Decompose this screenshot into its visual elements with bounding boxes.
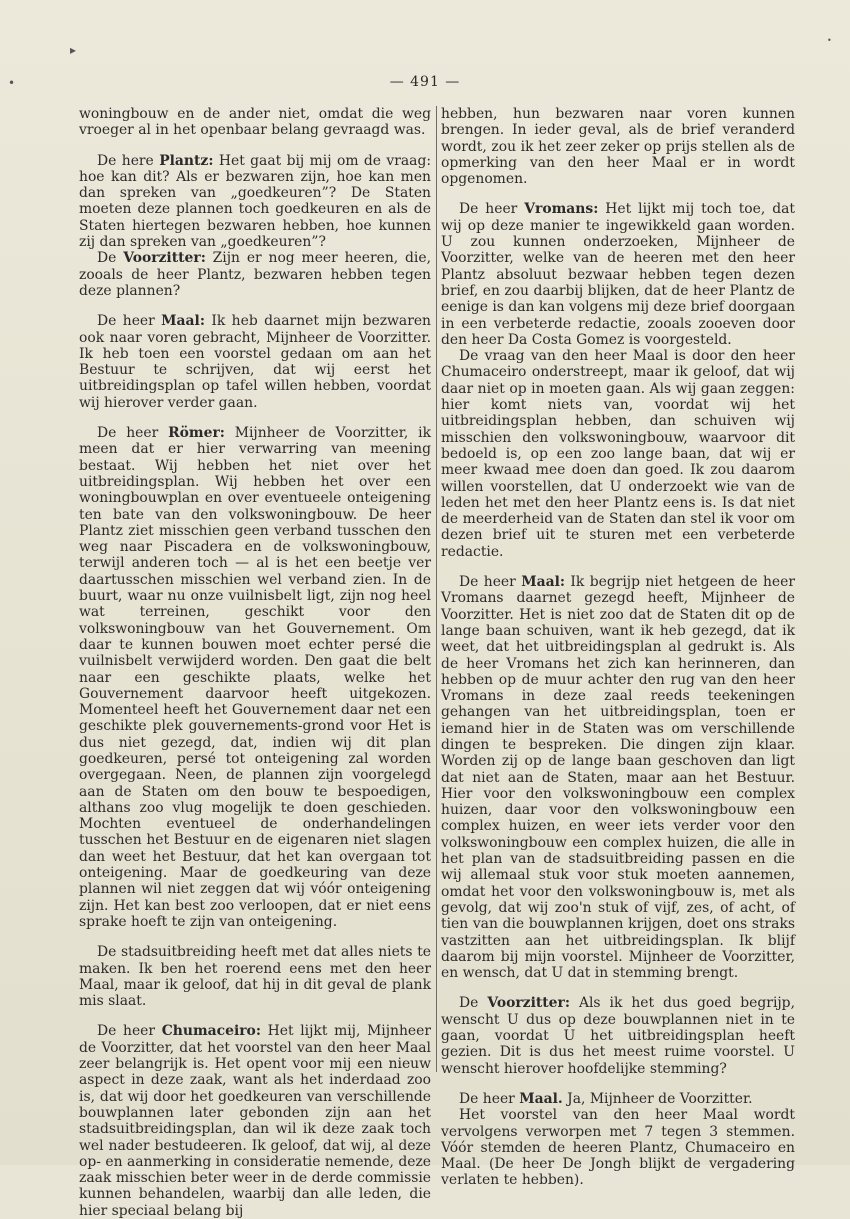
paragraph-text: Ik begrijp niet hetgeen de heer Vromans daarnet gezegd heeft, Mijnheer de Voorzitter. Het is niet zoo dat de Staten dit op de lange baan schuiven, want ik heb gezegd, dat ik weet, dat het uitbreidingsplan al gedrukt is. Als de heer Vromans het zich kan herinneren, dan hebben op de muur achter den rug van den heer Vromans in deze zaal reeds teekeningen gehangen van het uitbreidingsplan, toen er iemand hier in de Staten was om verschillende dingen te bespreken. Die dingen zijn klaar. Worden zij op de lange baan geschoven dan ligt dat niet aan de Staten, maar aan het Bestuur. Hier voor den volkswoningbouw een complex huizen, daar voor den volkswoningbouw een complex huizen, en weer iets verder voor den volkswoningbouw een complex huizen, die alle in het plan van de stadsuitbreiding passen en die wij allemaal stuk voor stuk moeten aannemen, omdat het voor den volkswoningbouw is, met als gevolg, dat wij zoo'n stuk of vijf, zes, of acht, of tien van die bouwplannen krijgen, doet ons straks vastzitten aan het uitbreidingsplan. Ik blijf daarom bij mijn voorstel. Mijnheer de Voorzitter, en wensch, dat U dat in stemming brengt. xyxy=(441,574,795,982)
speaker-prefix: De here xyxy=(97,152,160,169)
paragraph-text: De vraag van den heer Maal is door den heer Chumaceiro onderstreept, maar ik geloof, dat wij daar niet op in moeten gaan. Als wij gaan zeggen: hier komt niets van, voordat wij het uitbreidingsplan hebben, dan schuiven wij misschien den volkswoningbouw, waarvoor dit bedoeld is, op een zoo lange baan, dat wij er meer kwaad mee doen dan goed. Ik zou daarom willen voorstellen, dat U onderzoekt wie van de leden het met den heer Plantz eens is. Is dat niet de meerderheid van de Staten dan stel ik voor om dezen brief uit te sturen met een verbeterde redactie. xyxy=(441,348,795,560)
paragraph xyxy=(79,1023,431,1219)
paragraph xyxy=(441,348,795,560)
paragraph xyxy=(79,153,431,251)
paragraph-text: De stadsuitbreiding heeft met dat alles niets te maken. Ik ben het roerend eens met den heer Maal, maar ik geloof, dat hij in dit geval de plank mis slaat. xyxy=(79,944,431,1010)
paragraph xyxy=(441,995,795,1076)
speaker-name: Römer: xyxy=(168,425,225,442)
paragraph-text: hebben, hun bezwaren naar voren kunnen brengen. In ieder geval, als de brief veranderd wordt, zou ik het zeer zeker op prijs stellen als de opmerking van den heer Maal er in wordt opgenomen. xyxy=(441,106,795,188)
speaker-name: Vromans: xyxy=(524,201,599,218)
speaker-prefix: De heer xyxy=(97,313,162,330)
speaker-prefix: De xyxy=(459,995,488,1012)
speaker-name: Maal: xyxy=(161,313,205,330)
paragraph-text: Ja, Mijnheer de Voorzitter. xyxy=(567,1090,753,1107)
speaker-prefix: De heer xyxy=(459,574,522,591)
paragraph xyxy=(441,1107,795,1188)
paragraph-text: Mijnheer de Voorzitter, ik meen dat er hier verwarring van meening bestaat. Wij hebben het niet over het uitbreidingsplan. Wij hebben het over een woningbouwplan en over eventueele onteigening ten bate van den volkswoningbouw. De heer Plantz ziet misschien geen verband tusschen den weg naar Piscadera en de volkswoningbouw, terwijl anderen toch — al is het een beetje ver daartusschen misschien wel verband zien. In de buurt, waar nu onze vuilnisbelt ligt, zijn nog heel wat terreinen, geschikt voor den volkswoningbouw van het Gouvernement. Om daar te kunnen bouwen moet echter persé die vuilnisbelt verwijderd worden. Den gaat die belt naar een geschikte plaats, welke het Gouvernement daarvoor heeft uitgekozen. Momenteel heeft het Gouvernement daar net een geschikte plek gouvernements-grond voor Het is dus niet gezegd, dat, indien wij dit plan goedkeuren, persé tot onteigening zal worden overgegaan. Neen, de plannen zijn voorgelegd aan de Staten om den bouw te bespoedigen, althans zoo vlug mogelijk te doen geschieden. Mochten eventueel de onderhandelingen tusschen het Bestuur en de eigenaren niet slagen dan weet het Bestuur, dat het kan overgaan tot onteigening. Maar de goedkeuring van deze plannen wil niet zeggen dat wij vóór onteigening zijn. Het kan best zoo verloopen, dat er niet eens sprake hoeft te zijn van onteigening. xyxy=(79,425,432,930)
speaker-name: Maal: xyxy=(521,574,565,591)
speaker-prefix: De heer xyxy=(459,201,525,218)
paragraph xyxy=(441,574,795,981)
speaker-prefix: De xyxy=(97,250,124,267)
speaker-name: Voorzitter: xyxy=(487,995,570,1012)
left-column xyxy=(79,106,431,1219)
speaker-prefix: De heer xyxy=(97,425,169,442)
paragraph-text: Zijn er nog meer heeren, die, zooals de heer Plantz, bezwaren hebben tegen deze plannen? xyxy=(79,250,431,299)
speaker-prefix: De heer xyxy=(97,1023,162,1040)
right-column xyxy=(441,106,795,1189)
scan-speck: ▸ xyxy=(70,43,77,57)
paragraph xyxy=(441,106,795,187)
speaker-name: Plantz: xyxy=(159,152,214,169)
paragraph-text: Als ik het dus goed begrijp, wenscht U dus op deze bouwplannen niet in te gaan, voordat U het uitbreidingsplan heeft gezien. Dit is dus het meest ruime voorstel. U wenscht hierover hoofdelijke stemming? xyxy=(441,995,795,1077)
paragraph xyxy=(79,313,431,411)
paragraph xyxy=(79,250,431,299)
paragraph-text: Het lijkt mij toch toe, dat wij op deze manier te ingewikkeld gaan worden. U zou kunnen onderzoeken, Mijnheer de Voorzitter, welke van de heeren met den heer Plantz absoluut bezwaar hebben tegen dezen brief, en zou daarbij blijken, dat de heer Plantz de eenige is dan kan volgens mij deze brief doorgaan in een verbeterde redactie, zooals zooeven door den heer Da Costa Gomez is voorgesteld. xyxy=(441,201,796,348)
paragraph xyxy=(79,425,431,930)
paragraph xyxy=(79,106,431,139)
paragraph xyxy=(441,201,795,348)
paragraph-text: Het voorstel van den heer Maal wordt vervolgens verworpen met 7 tegen 3 stemmen. Vóór stemden de heeren Plantz, Chumaceiro en Maal. (De heer De Jongh blijkt de vergadering verlaten te hebben). xyxy=(441,1107,795,1189)
paragraph xyxy=(441,1091,795,1107)
scan-speck: • xyxy=(827,36,832,45)
column-divider xyxy=(436,106,437,1072)
speaker-name: Chumaceiro: xyxy=(161,1023,261,1040)
paragraph-text: Het lijkt mij, Mijnheer de Voorzitter, dat het voorstel van den heer Maal zeer belangrijk is. Het opent voor mij een nieuw aspect in deze zaak, want als het inderdaad zoo is, dat wij door het goedkeuren van verschillende bouwplannen later gebonden zijn aan het stadsuitbreidingsplan, dan wil ik deze zaak toch wel nader bestudeeren. Ik geloof, dat wij, al deze op- en aanmerking in consideratie nemende, deze zaak misschien beter weer in de derde commissie kunnen behandelen, waarbij dan alle leden, die hier speciaal belang bij xyxy=(79,1023,432,1219)
paragraph-text: woningbouw en de ander niet, omdat die weg vroeger al in het openbaar belang gevraagd was. xyxy=(79,106,431,139)
speaker-name: Voorzitter: xyxy=(123,250,206,267)
speaker-prefix: De heer xyxy=(459,1090,520,1107)
paragraph-text: Ik heb daarnet mijn bezwaren ook naar voren gebracht, Mijnheer de Voorzitter. Ik heb toen een voorstel gedaan om aan het Bestuur te schrijven, dat wij eerst het uitbreidingsplan op tafel willen hebben, voordat wij hierover verder gaan. xyxy=(79,313,431,411)
scan-speck: • xyxy=(8,76,16,90)
paragraph xyxy=(79,944,431,1009)
page-number: — 491 — xyxy=(389,74,461,90)
paragraph-text: Het gaat bij mij om de vraag: hoe kan dit? Als er bezwaren zijn, hoe kan men dan spreken van „goedkeuren”? De Staten moeten deze plannen toch goedkeuren en als de Staten hiertegen bezwaren hebben, hoe kunnen zij dan spreken van „goedkeuren”? xyxy=(79,152,432,251)
speaker-name: Maal. xyxy=(519,1090,563,1107)
